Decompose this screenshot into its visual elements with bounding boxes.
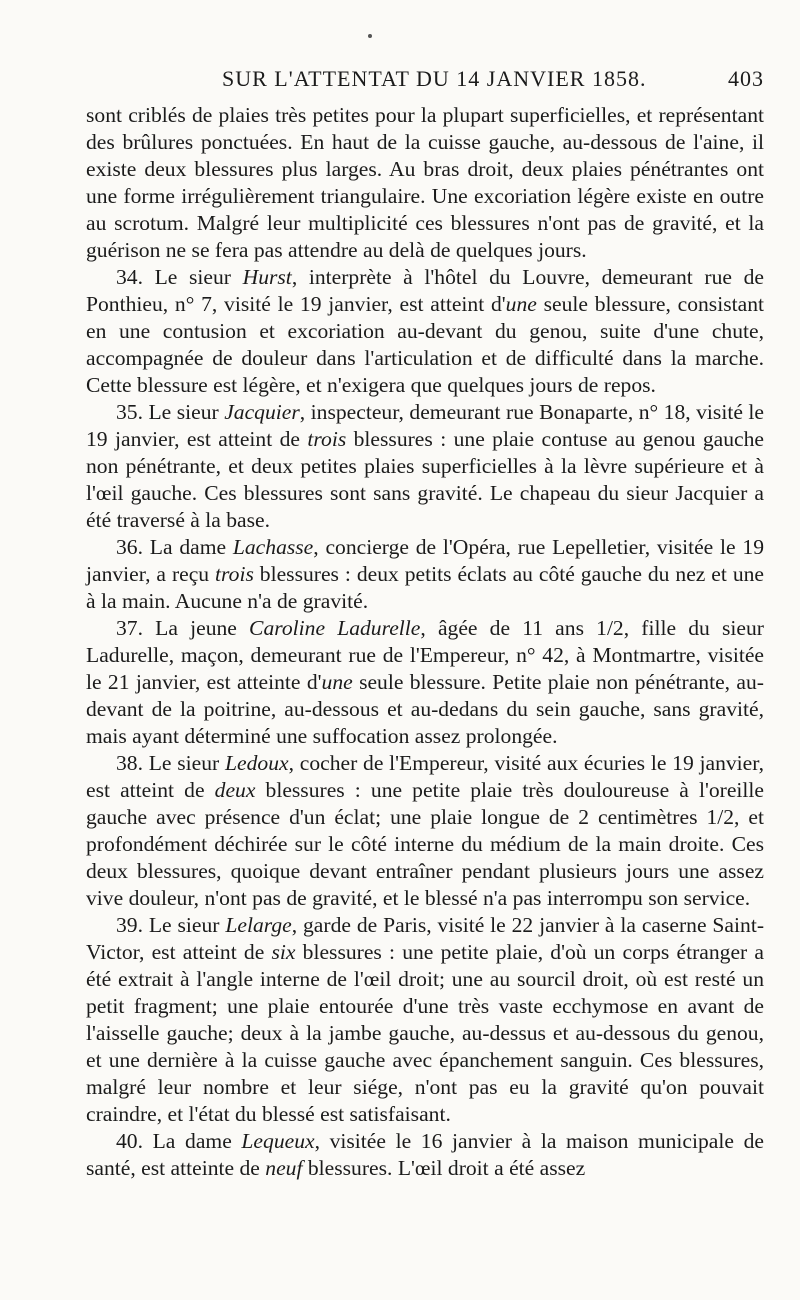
paragraph-34 — [86, 264, 764, 399]
text-run: 37. La jeune — [116, 616, 250, 640]
italic-text: Lelarge — [225, 913, 292, 937]
text-run: , interprète à l'hôtel du Louvre, demeurant rue de Ponthieu, n° 7, visité le 19 janvier, est atteint d' — [86, 265, 764, 316]
text-run: , concierge de l'Opéra, rue Lepelletier, visitée le 19 janvier, a reçu — [86, 535, 764, 586]
text-run: 38. Le sieur — [116, 751, 225, 775]
italic-text: une — [321, 670, 353, 694]
text-run: 36. La dame — [116, 535, 233, 559]
italic-text: Ledoux — [225, 751, 289, 775]
page-number: 403 — [728, 66, 764, 91]
text-run: blessures : une petite plaie très douloureuse à l'oreille gauche avec présence d'un éclat; une plaie longue de 2 centimètres 1/2, et profondément déchirée sur le côté interne du médium de la main droite. Ces deux blessures, quoique devant entraîner pendant plusieurs jours une assez vive douleur, n'ont pas de gravité, et le blessé n'a pas interrompu son service. — [86, 778, 764, 910]
text-run: 39. Le sieur — [116, 913, 226, 937]
text-run: , visitée le 16 janvier à la maison municipale de santé, est atteinte de — [86, 1129, 764, 1180]
italic-text: Hurst — [242, 265, 292, 289]
text-run: blessures : deux petits éclats au côté gauche du nez et une à la main. Aucune n'a de gravité. — [86, 562, 765, 613]
italic-text: Jacquier — [224, 400, 300, 424]
paragraph-37 — [86, 615, 764, 750]
text-run: sont criblés de plaies très petites pour la plupart superficielles, et représentant des brûlures ponctuées. En haut de la cuisse gauche, au-dessous de l'aine, il existe deux blessures plus larges. Au bras droit, deux plaies pénétrantes ont une forme irrégulièrement triangulaire. Une excoriation légère existe en outre au scrotum. Malgré leur multiplicité ces blessures n'ont pas de gravité, et la guérison ne se fera pas attendre au delà de quelques jours. — [86, 103, 764, 262]
text-run: blessures : une plaie contuse au genou gauche non pénétrante, et deux petites plaies superficielles à la lèvre supérieure et à l'œil gauche. Ces blessures sont sans gravité. Le chapeau du sieur Jacquier a été traversé à la base. — [86, 427, 764, 532]
italic-text: trois — [307, 427, 347, 451]
text-run: seule blessure, consistant en une contusion et excoriation au-devant du genou, suite d'une chute, accompagnée de douleur dans l'articulation et de difficulté dans la marche. Cette blessure est légère, et n'exigera que quelques jours de repos. — [86, 292, 764, 397]
italic-text: Lachasse — [232, 535, 314, 559]
italic-text: trois — [215, 562, 254, 586]
italic-text: Caroline Ladurelle — [249, 616, 421, 640]
text-run: seule blessure. Petite plaie non pénétrante, au-devant de la poitrine, au-dessous et au-dedans du sein gauche, sans gravité, mais ayant déterminé une suffocation assez prolongée. — [86, 670, 764, 748]
italic-text: neuf — [265, 1156, 303, 1180]
running-title: SUR L'ATTENTAT DU 14 JANVIER 1858. — [222, 66, 647, 91]
paragraph-35 — [86, 399, 764, 534]
page-body — [86, 102, 764, 1182]
italic-text: six — [271, 940, 296, 964]
text-run: , garde de Paris, visité le 22 janvier à la caserne Saint-Victor, est atteint de — [86, 913, 765, 964]
paragraph-40 — [86, 1128, 764, 1182]
text-run: , cocher de l'Empereur, visité aux écuries le 19 janvier, est atteint de — [86, 751, 764, 802]
italic-text: deux — [214, 778, 256, 802]
italic-text: Lequeux — [241, 1129, 315, 1153]
paragraph-38 — [86, 750, 764, 912]
page-header — [86, 66, 764, 100]
paragraph-36 — [86, 534, 764, 615]
paragraph-39 — [86, 912, 764, 1128]
text-run: 34. Le sieur — [116, 265, 243, 289]
text-run: , inspecteur, demeurant rue Bonaparte, n° 18, visité le 19 janvier, est atteint de — [86, 400, 764, 451]
text-run: 35. Le sieur — [116, 400, 225, 424]
text-run: blessures. L'œil droit a été assez — [302, 1156, 586, 1180]
text-run: 40. La dame — [116, 1129, 242, 1153]
paragraph-continuation — [86, 102, 764, 264]
italic-text: une — [505, 292, 537, 316]
text-run: blessures : une petite plaie, d'où un corps étranger a été extrait à l'angle interne de l'œil droit; une au sourcil droit, où est resté un petit fragment; une plaie entourée d'une très vaste ecchymose en avant de l'aisselle gauche; deux à la jambe gauche, au-dessus et au-dessous du genou, et une dernière à la cuisse gauche avec épanchement sanguin. Ces blessures, malgré leur nombre et leur siége, n'ont pas eu la gravité qu'on pouvait craindre, et l'état du blessé est satisfaisant. — [86, 940, 764, 1126]
print-speck — [368, 34, 372, 38]
text-run: , âgée de 11 ans 1/2, fille du sieur Ladurelle, maçon, demeurant rue de l'Empereur, n° 42, à Montmartre, visitée le 21 janvier, est atteinte d' — [86, 616, 764, 694]
